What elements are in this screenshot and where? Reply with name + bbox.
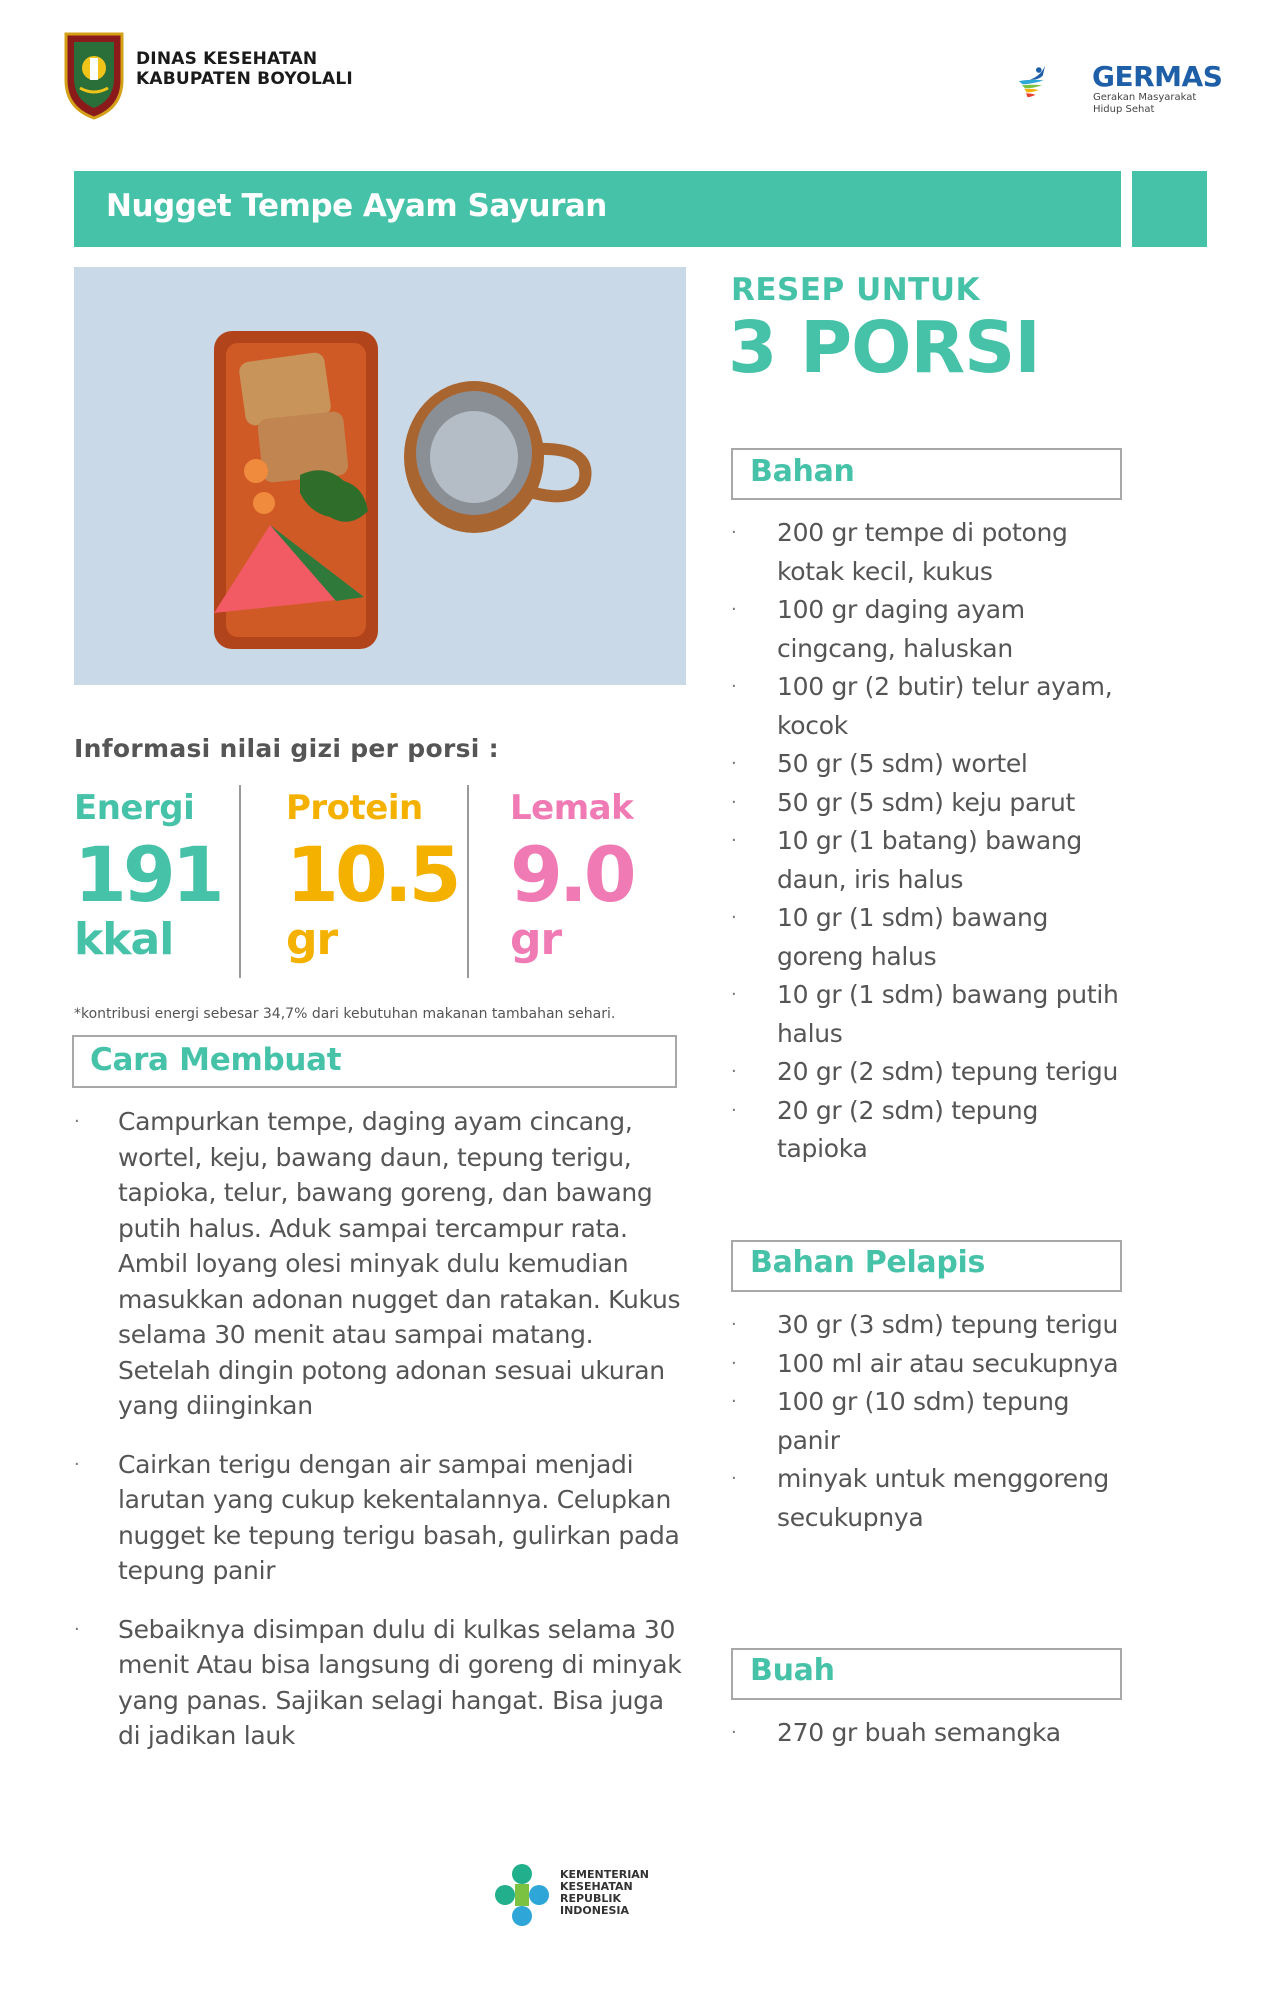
bullet: · <box>731 1099 737 1121</box>
list-item <box>731 591 1131 668</box>
ingredient-text: 10 gr (1 batang) bawang daun, iris halus <box>777 826 1082 894</box>
agency-name <box>136 49 353 89</box>
ingredient-text: 30 gr (3 sdm) tepung terigu <box>777 1310 1118 1339</box>
ministry-line-1: KEMENTERIAN <box>560 1868 650 1881</box>
list-item <box>731 899 1131 976</box>
list-item <box>731 822 1131 899</box>
list-item <box>74 1447 688 1589</box>
bullet: · <box>731 1468 737 1489</box>
bullet: · <box>731 599 737 620</box>
list-item <box>731 1092 1131 1169</box>
ingredient-text: 20 gr (2 sdm) tepung terigu <box>777 1057 1118 1086</box>
nutrition-heading: Informasi nilai gizi per porsi : <box>74 734 499 763</box>
bullet: · <box>731 984 737 1005</box>
list-item <box>74 1612 688 1754</box>
ingredient-text: 20 gr (2 sdm) tepung tapioka <box>777 1095 1039 1163</box>
list-item <box>74 1104 688 1424</box>
list-item <box>731 976 1131 1053</box>
section-title-buah: Buah <box>750 1653 835 1688</box>
section-title-bahan: Bahan <box>750 454 855 489</box>
ministry-line-3: REPUBLIK <box>560 1892 621 1905</box>
ingredient-text: 10 gr (1 sdm) bawang putih halus <box>777 980 1119 1048</box>
portion-value: 3 PORSI <box>728 306 1040 389</box>
ingredient-text: 50 gr (5 sdm) wortel <box>777 749 1028 778</box>
energy-label: Energi <box>74 788 195 828</box>
list-item <box>731 745 1131 784</box>
list-item <box>731 784 1131 823</box>
fruit-list <box>731 1714 1131 1753</box>
bullet: · <box>731 1352 737 1374</box>
ministry-line-2: KESEHATAN <box>560 1880 633 1893</box>
nutrition-energy <box>74 788 221 965</box>
bullet: · <box>731 753 737 774</box>
fat-label: Lemak <box>510 788 634 828</box>
fat-unit: gr <box>510 914 562 965</box>
protein-value: 10.5 <box>286 830 458 919</box>
bullet: · <box>731 1061 737 1082</box>
list-item <box>731 668 1131 745</box>
ingredient-text: 10 gr (1 sdm) bawang goreng halus <box>777 903 1049 971</box>
energy-value: 191 <box>74 830 221 919</box>
list-item <box>731 1714 1131 1753</box>
ingredient-text: 100 gr (10 sdm) tepung panir <box>777 1387 1070 1455</box>
recipe-photo <box>74 267 686 685</box>
agency-line-2: KABUPATEN BOYOLALI <box>136 69 353 89</box>
energy-note: *kontribusi energi sebesar 34,7% dari kebutuhan makanan tambahan sehari. <box>74 1006 616 1022</box>
ingredient-text: 270 gr buah semangka <box>777 1718 1061 1747</box>
bullet: · <box>731 907 737 928</box>
list-item <box>731 1306 1131 1345</box>
boyolali-crest-icon <box>62 30 126 120</box>
ingredients-list <box>731 514 1131 1169</box>
energy-unit: kkal <box>74 914 174 965</box>
bullet: · <box>731 676 737 697</box>
bullet: · <box>731 1722 737 1743</box>
step-text: Cairkan terigu dengan air sampai menjadi larutan yang cukup kekentalannya. Celupkan nugget ke tepung terigu basah, gulirkan pada tepung panir <box>118 1449 680 1585</box>
germas-tagline: Gerakan Masyarakat Hidup Sehat <box>1093 92 1197 115</box>
protein-label: Protein <box>286 788 423 828</box>
protein-unit: gr <box>286 914 338 965</box>
nutrition-divider <box>467 785 469 978</box>
list-item <box>731 1345 1131 1384</box>
germas-logo-icon <box>1018 36 1098 128</box>
nutrition-protein <box>286 788 458 965</box>
ingredient-text: 100 ml air atau secukupnya <box>777 1348 1119 1378</box>
bullet: · <box>74 1453 80 1475</box>
agency-line-1: DINAS KESEHATAN <box>136 49 318 69</box>
bullet: · <box>731 522 737 543</box>
bullet: · <box>731 791 737 813</box>
ingredient-text: 50 gr (5 sdm) keju parut <box>777 787 1076 817</box>
list-item <box>731 514 1131 591</box>
germas-name: GERMAS <box>1092 60 1223 93</box>
title-accent-block <box>1132 171 1207 247</box>
section-title-cara-membuat: Cara Membuat <box>90 1042 342 1078</box>
step-text: Sebaiknya disimpan dulu di kulkas selama 30 menit Atau bisa langsung di goreng di minyak yang panas. Sajikan selagi hangat. Bisa juga di jadikan lauk <box>118 1614 682 1750</box>
kemenkes-logo-icon <box>493 1862 551 1928</box>
bullet: · <box>74 1618 80 1640</box>
nutrition-divider <box>239 785 241 978</box>
fat-value: 9.0 <box>510 830 633 919</box>
bullet: · <box>731 1314 737 1335</box>
portion-label: RESEP UNTUK <box>731 272 981 308</box>
list-item <box>731 1383 1131 1460</box>
ministry-line-4: INDONESIA <box>560 1904 630 1917</box>
ingredient-text: minyak untuk menggoreng secukupnya <box>777 1464 1109 1532</box>
ingredient-text: 200 gr tempe di potong kotak kecil, kukus <box>777 518 1068 586</box>
coating-list <box>731 1306 1131 1537</box>
ingredient-text: 100 gr (2 butir) telur ayam, kocok <box>777 672 1113 740</box>
step-text: Campurkan tempe, daging ayam cincang, wortel, keju, bawang daun, tepung terigu, tapioka, telur, bawang goreng, dan bawang putih halus. Aduk sampai tercampur rata. Ambil loyang olesi minyak dulu kemudian masukkan adonan nugget dan ratakan. Kukus selama 30 menit atau sampai matang. Setelah dingin potong adonan sesuai ukuran yang diinginkan <box>118 1107 681 1420</box>
section-title-bahan-pelapis: Bahan Pelapis <box>750 1245 986 1280</box>
bullet: · <box>731 1391 737 1412</box>
steps-list <box>74 1104 688 1777</box>
kemenkes-name <box>560 1869 650 1917</box>
nutrition-fat <box>510 788 634 965</box>
list-item <box>731 1460 1131 1537</box>
list-item <box>731 1053 1131 1092</box>
bullet: · <box>74 1111 80 1132</box>
bullet: · <box>731 830 737 851</box>
recipe-title: Nugget Tempe Ayam Sayuran <box>106 188 607 224</box>
ingredient-text: 100 gr daging ayam cingcang, haluskan <box>777 595 1025 663</box>
